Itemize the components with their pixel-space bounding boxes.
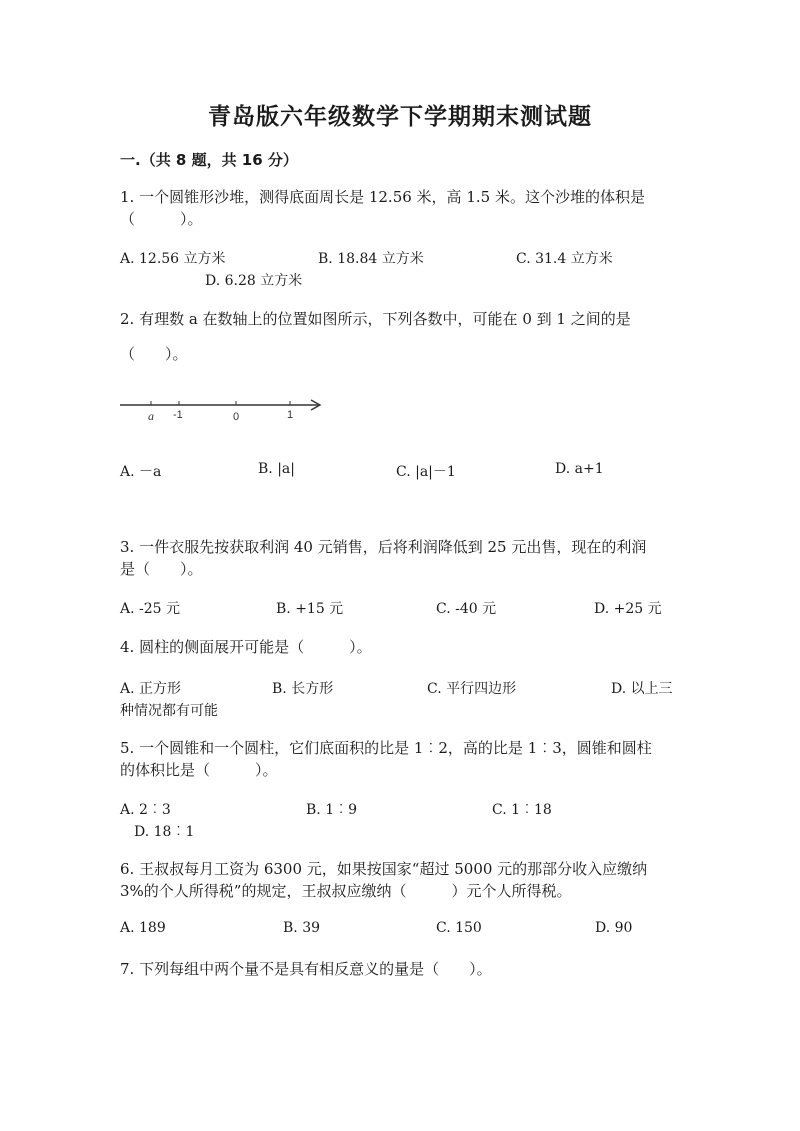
question-3-option-a[interactable]: A. -25 元 xyxy=(120,601,181,617)
question-2-option-a[interactable]: A. －a xyxy=(120,464,162,480)
question-5-text-line1: 5. 一个圆锥和一个圆柱，它们底面积的比是 1︰2，高的比是 1︰3，圆锥和圆柱 xyxy=(120,739,652,757)
question-4-option-d-continued: 种情况都有可能 xyxy=(120,703,218,719)
question-1-option-a[interactable]: A. 12.56 立方米 xyxy=(120,251,226,267)
question-1-text-line1: 1. 一个圆锥形沙堆，测得底面周长是 12.56 米，高 1.5 米。这个沙堆的体积是 xyxy=(120,188,645,206)
question-2-option-c[interactable]: C. |a|－1 xyxy=(396,464,456,480)
question-3-option-d[interactable]: D. +25 元 xyxy=(594,601,662,617)
question-6-option-c[interactable]: C. 150 xyxy=(436,920,482,936)
question-2-text-line2: （ ）。 xyxy=(120,345,188,363)
question-4-option-b[interactable]: B. 长方形 xyxy=(272,681,334,697)
question-2-option-b[interactable]: B. |a| xyxy=(258,461,295,477)
question-6-text-line1: 6. 王叔叔每月工资为 6300 元，如果按国家“超过 5000 元的那部分收入应缴纳 xyxy=(120,860,648,878)
number-line-figure xyxy=(118,393,328,425)
label-1: 1 xyxy=(287,409,294,421)
question-6-option-a[interactable]: A. 189 xyxy=(120,920,166,936)
question-5-option-d[interactable]: D. 18︰1 xyxy=(134,824,195,840)
question-4-option-a[interactable]: A. 正方形 xyxy=(120,681,182,697)
question-3-text-line1: 3. 一件衣服先按获取利润 40 元销售，后将利润降低到 25 元出售，现在的利润 xyxy=(120,538,647,556)
question-4-option-c[interactable]: C. 平行四边形 xyxy=(427,681,517,697)
question-6-text-line2: 3%的个人所得税”的规定，王叔叔应缴纳（ ）元个人所得税。 xyxy=(120,882,572,900)
question-5-text-line2: 的体积比是（ ）。 xyxy=(120,761,278,779)
question-4-option-d[interactable]: D. 以上三 xyxy=(611,681,673,697)
question-5-option-a[interactable]: A. 2︰3 xyxy=(120,802,171,818)
question-3-option-b[interactable]: B. +15 元 xyxy=(276,601,344,617)
question-7-text-line1: 7. 下列每组中两个量不是具有相反意义的量是（ ）。 xyxy=(120,960,492,978)
label-a: a xyxy=(148,409,154,423)
question-2-option-d[interactable]: D. a+1 xyxy=(555,461,604,477)
question-6-option-b[interactable]: B. 39 xyxy=(283,920,321,936)
question-3-option-c[interactable]: C. -40 元 xyxy=(436,601,497,617)
question-6-option-d[interactable]: D. 90 xyxy=(595,920,633,936)
question-1-option-c[interactable]: C. 31.4 立方米 xyxy=(516,251,613,267)
question-2-text-line1: 2. 有理数 a 在数轴上的位置如图所示，下列各数中，可能在 0 到 1 之间的是 xyxy=(120,310,631,328)
page-title: 青岛版六年级数学下学期期末测试题 xyxy=(208,104,592,130)
question-5-option-b[interactable]: B. 1︰9 xyxy=(306,802,358,818)
section-heading: 一.（共 8 题，共 16 分） xyxy=(120,151,298,169)
question-3-text-line2: 是（ ）。 xyxy=(120,560,203,578)
question-1-option-d[interactable]: D. 6.28 立方米 xyxy=(205,273,303,289)
label-0: 0 xyxy=(233,411,240,423)
question-1-text-line2: （ ）。 xyxy=(120,210,203,228)
label-minus-1: -1 xyxy=(173,409,183,421)
question-5-option-c[interactable]: C. 1︰18 xyxy=(492,802,552,818)
question-1-option-b[interactable]: B. 18.84 立方米 xyxy=(318,251,424,267)
question-4-text-line1: 4. 圆柱的侧面展开可能是（ ）。 xyxy=(120,638,372,656)
